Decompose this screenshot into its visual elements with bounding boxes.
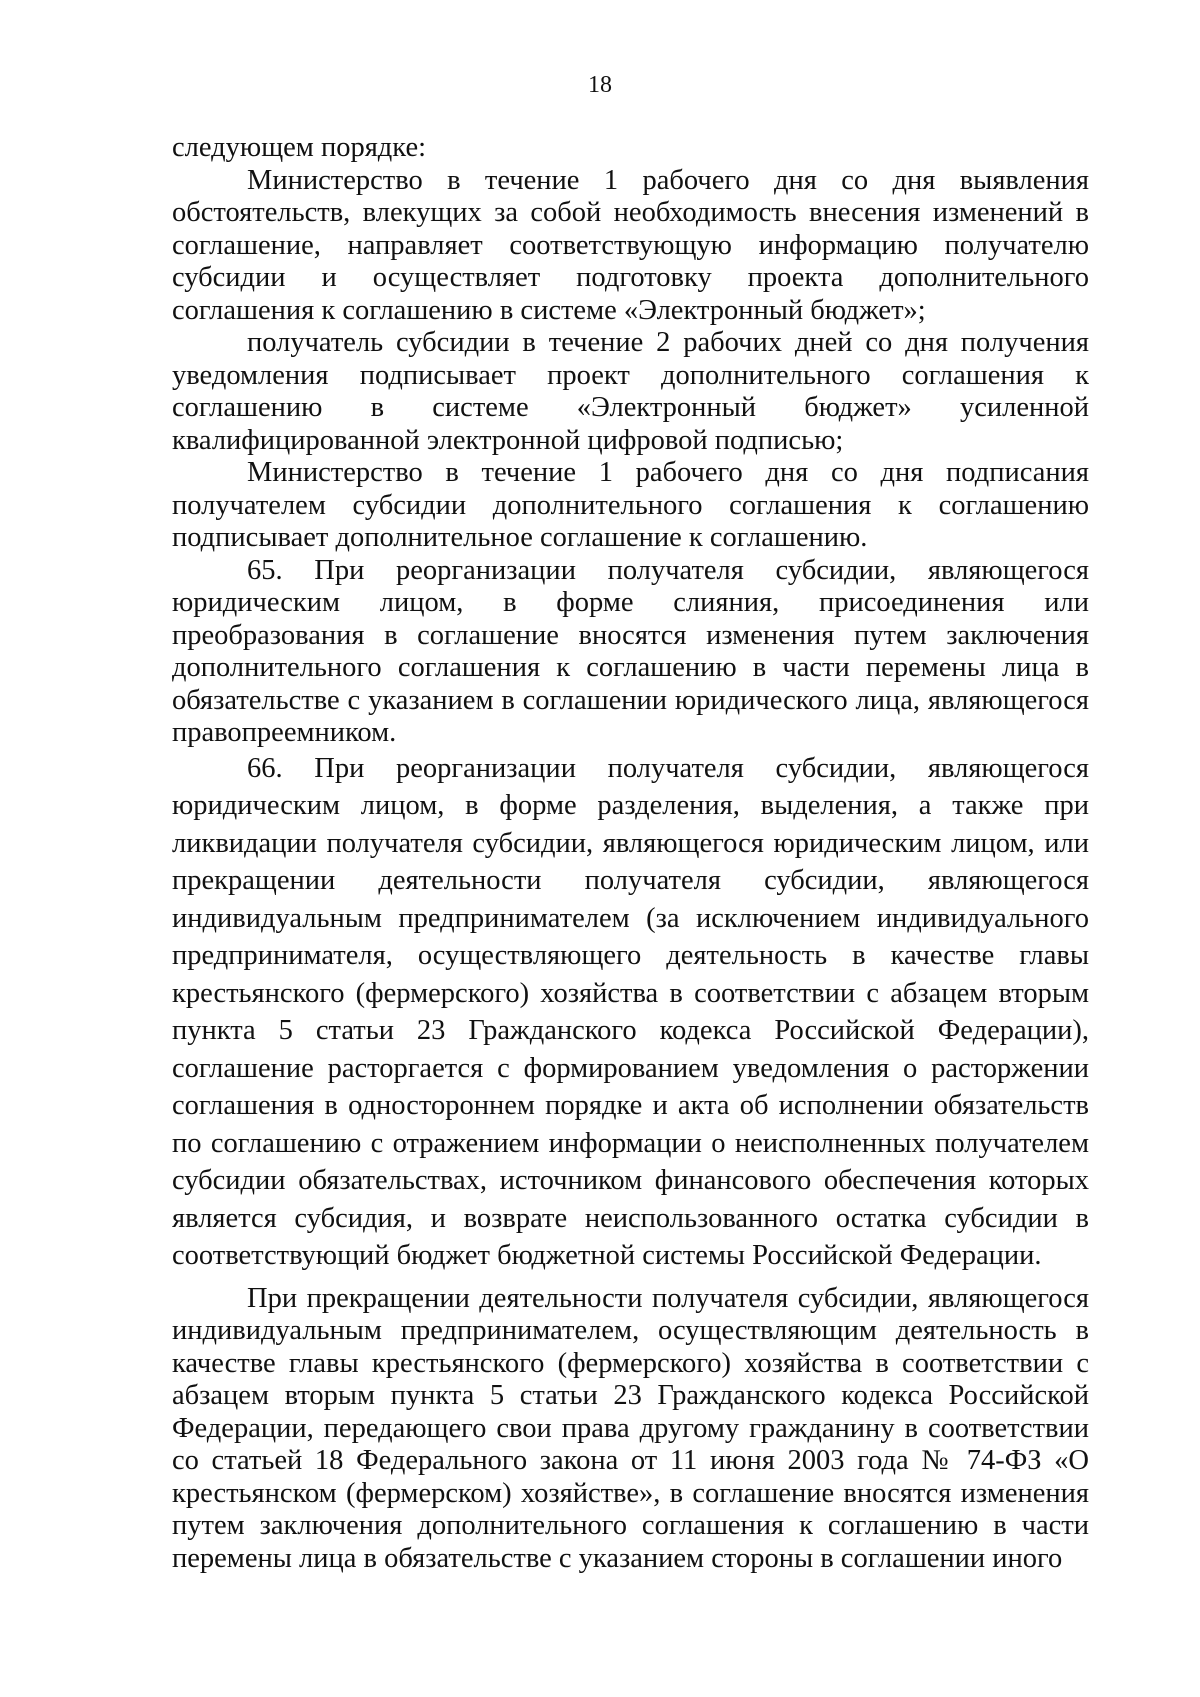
paragraph-item-66: 66. При реорганизации получателя субсидии, являющегося юридическим лицом, в форме разделения, выделения, а также при ликвидации получателя субсидии, являющегося юридическим лицом, или прекращении деятельности получателя субсидии, являющегося индивидуальным предпринимателем (за исключением индивидуального предпринимателя, осуществляющего деятельность в качестве главы крестьянского (фермерского) хозяйства в соответствии с абзацем вторым пункта 5 статьи 23 Гражданского кодекса Российской Федерации), соглашение расторгается с формированием уведомления о расторжении соглашения в одностороннем порядке и акта об исполнении обязательств по соглашению с отражением информации о неисполненных получателем субсидии обязательствах, источником финансового обеспечения которых является субсидия, и возврате неиспользованного остатка субсидии в соответствующий бюджет бюджетной системы Российской Федерации. (172, 752, 1089, 1271)
paragraph-recipient-signing: получатель субсидии в течение 2 рабочих дней со дня получения уведомления подписывает проект дополнительного соглашения к соглашению в системе «Электронный бюджет» усиленной квалифицированной электронной цифровой подписью; (172, 327, 1089, 456)
paragraph-item-65: 65. При реорганизации получателя субсидии, являющегося юридическим лицом, в форме слияния, присоединения или преобразования в соглашение вносятся изменения путем заключения дополнительного соглашения к соглашению в части перемены лица в обязательстве с указанием в соглашении юридического лица, являющегося правопреемником. (172, 554, 1089, 748)
page-number: 18 (588, 72, 612, 98)
document-body (172, 132, 1089, 1575)
paragraph-ministry-signing: Министерство в течение 1 рабочего дня со дня подписания получателем субсидии дополнительного соглашения к соглашению подписывает дополнительное соглашение к соглашению. (172, 457, 1089, 553)
paragraph-continuation: следующем порядке: (172, 132, 427, 163)
paragraph-ministry-notification: Министерство в течение 1 рабочего дня со дня выявления обстоятельств, влекущих за собой необходимость внесения изменений в соглашение, направляет соответствующую информацию получателю субсидии и осуществляет подготовку проекта дополнительного соглашения к соглашению в системе «Электронный бюджет»; (172, 164, 1089, 326)
paragraph-farm-termination: При прекращении деятельности получателя субсидии, являющегося индивидуальным предпринимателем, осуществляющим деятельность в качестве главы крестьянского (фермерского) хозяйства в соответствии с абзацем вторым пункта 5 статьи 23 Гражданского кодекса Российской Федерации, передающего свои права другому гражданину в соответствии со статьей 18 Федерального закона от 11 июня 2003 года № 74-ФЗ «О крестьянском (фермерском) хозяйстве», в соглашение вносятся изменения путем заключения дополнительного соглашения к соглашению в части перемены лица в обязательстве с указанием стороны в соглашении иного (172, 1282, 1089, 1574)
